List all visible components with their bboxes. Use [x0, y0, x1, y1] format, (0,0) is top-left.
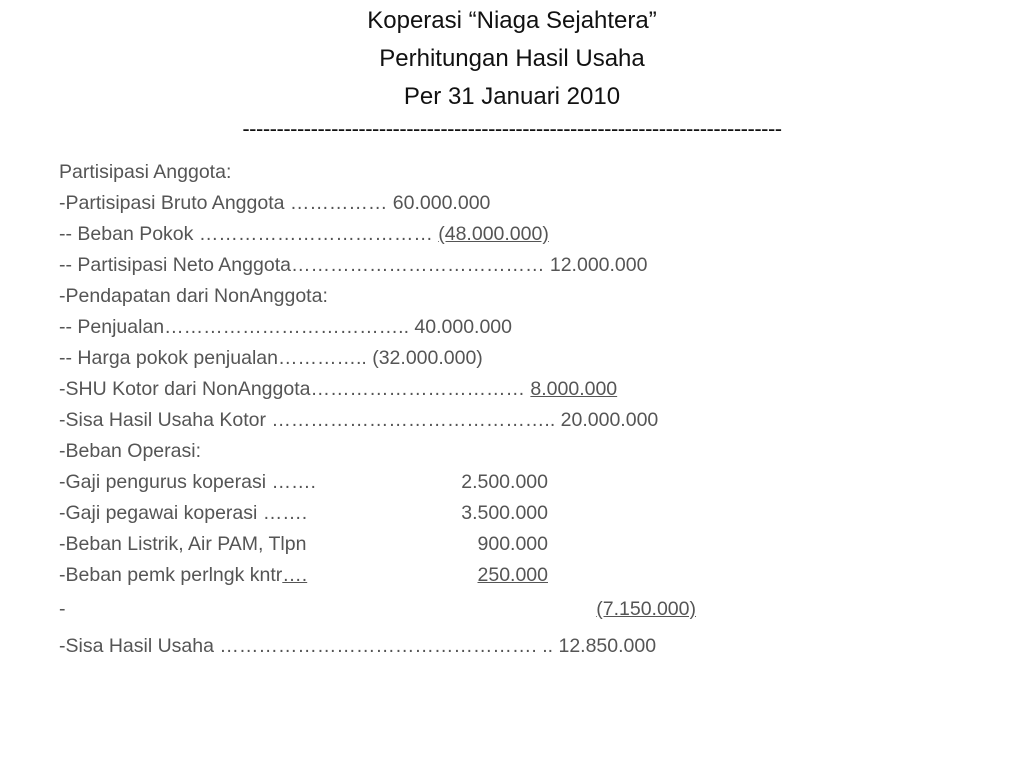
line-office-maintenance	[59, 560, 759, 591]
line-amount: (48.000.000)	[438, 223, 549, 245]
line-total-operating-expenses	[59, 591, 759, 628]
cooperative-name: Koperasi “Niaga Sejahtera”	[367, 7, 657, 34]
line-label: -Gaji pegawai koperasi …….	[59, 502, 308, 524]
line-label: -Gaji pengurus koperasi …….	[59, 471, 316, 493]
section-heading: -Beban Operasi:	[59, 440, 201, 462]
line-label: -	[59, 598, 66, 620]
line-utilities	[59, 529, 759, 560]
line-text: -Sisa Hasil Usaha Kotor …………………………………….. 20.000.000	[59, 409, 659, 431]
line-text: -- Penjualan……………………………….. 40.000.000	[59, 316, 512, 338]
line-amount: 2.500.000	[461, 471, 548, 493]
line-amount: 3.500.000	[461, 502, 548, 524]
line-amount: (7.150.000)	[596, 598, 696, 620]
line-label: -- Beban Pokok ………………………………	[59, 223, 439, 245]
section-heading: -Pendapatan dari NonAnggota:	[59, 285, 328, 307]
line-text: -- Harga pokok penjualan………….. (32.000.000)	[59, 347, 483, 369]
report-body	[59, 157, 759, 665]
section-non-member-income	[59, 281, 759, 312]
line-text: -- Partisipasi Neto Anggota………………………………… 12.000.000	[59, 254, 648, 276]
line-net-business-result	[59, 628, 759, 665]
line-amount: 250.000	[477, 564, 548, 586]
line-sales	[59, 312, 759, 343]
line-label: -SHU Kotor dari NonAnggota……………………………	[59, 378, 531, 400]
line-cost-of-goods	[59, 219, 759, 250]
line-staff-salary	[59, 498, 759, 529]
line-text: -Partisipasi Bruto Anggota …………… 60.000.000	[59, 192, 491, 214]
line-amount: 900.000	[477, 533, 548, 555]
line-gross-business-result	[59, 405, 759, 436]
report-header	[0, 2, 1024, 146]
line-net-participation	[59, 250, 759, 281]
section-heading: Partisipasi Anggota:	[59, 161, 232, 183]
line-gross-participation	[59, 188, 759, 219]
section-member-participation	[59, 157, 759, 188]
section-operating-expenses	[59, 436, 759, 467]
header-divider: -------------------------------------------------------------------------------	[242, 116, 782, 141]
line-amount: 8.000.000	[530, 378, 618, 400]
line-gross-shu-non-member	[59, 374, 759, 405]
line-board-salary	[59, 467, 759, 498]
report-title: Perhitungan Hasil Usaha	[379, 45, 645, 72]
line-label: -Beban pemk perlngk kntr	[59, 564, 283, 586]
report-date: Per 31 Januari 2010	[403, 83, 621, 110]
line-cost-of-sales	[59, 343, 759, 374]
line-text: -Sisa Hasil Usaha …………………………………………. .. 12.850.000	[59, 635, 657, 657]
line-label: -Beban Listrik, Air PAM, Tlpn	[59, 533, 307, 555]
line-dots: ….	[282, 564, 308, 586]
